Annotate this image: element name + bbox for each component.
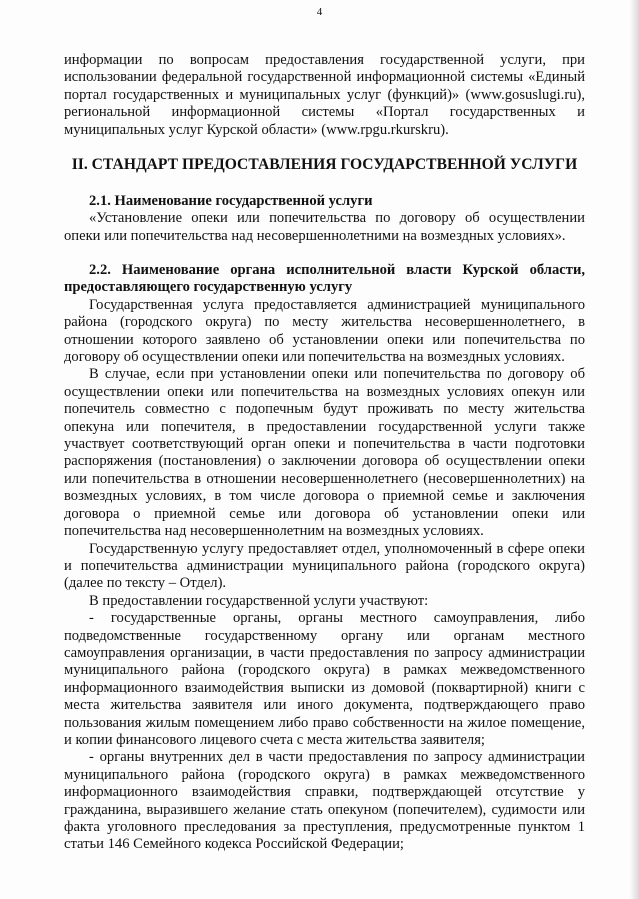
intro-paragraph: информации по вопросам предоставления государственной услуги, при использовании федеральной государственной информационной системы «Единый портал государственных и муниципальных услуг (функций)» (www.gosuslugi.ru), региональной информационной системы «Портал государственных и муниципальных услуг Курской области» (www.rpgu.rkurskru). [64,52,585,138]
subsection-2-2-paragraph: Государственную услугу предоставляет отдел, уполномоченный в сфере опеки и попечительства администрации муниципального района (городского округа) (далее по тексту – Отдел). [64,540,585,592]
subsection-2-2-list-item: - государственные органы, органы местного самоуправления, либо подведомственные государственному органу или органам местного самоуправления организации, в части предоставления по запросу администрации муниципального района (городского округа) в рамках межведомственного информационного взаимодействия выписки из домовой (поквартирной) книги с места жительства заявителя или иного документа, подтверждающего право пользования жилым помещением либо право собственности на жилое помещение, и копии финансового лицевого счета с места жительства заявителя; [64,610,585,748]
subsection-2-1-text: «Установление опеки или попечительства по договору об осуществлении опеки или попечительства над несовершеннолетними на возмездных условиях». [64,210,585,244]
subsection-2-2-paragraph: Государственная услуга предоставляется администрацией муниципального района (городского округа) по месту жительства несовершеннолетнего, в отношении которого заявлено об установлении опеки или попечительства по договору об осуществлении опеки или попечительства на возмездных условиях. [64,296,585,366]
subsection-2-2-paragraph: В случае, если при установлении опеки или попечительства по договору об осуществлении опеки или попечительства на возмездных условиях опекун или попечитель совместно с подопечным будут проживать по месту жительства опекуна или попечителя, в предоставлении государственной услуги также участвует соответствующий орган опеки и попечительства в части подготовки распоряжения (постановления) о заключении договора об осуществлении опеки или попечительства в отношении несовершеннолетнего (несовершеннолетних) на возмездных условиях, в том числе договора о приемной семье и заключения договора о приемной семье или договора об установлении опеки или попечительства над несовершеннолетним на возмездных условиях. [64,366,585,540]
page-number: 4 [316,6,323,18]
subsection-2-2-list-item: - органы внутренних дел в части предоставления по запросу администрации муниципального района (городского округа) в рамках межведомственного информационного взаимодействия справки, подтверждающей отсутствие у гражданина, выразившего желание стать опекуном (попечителем), судимости или факта уголовного преследования за преступления, предусмотренные пунктом 1 статьи 146 Семейного кодекса Российской Федерации; [64,749,585,853]
subsection-2-1-heading: 2.1. Наименование государственной услуги [89,193,373,209]
scan-shadow-edge [629,0,639,899]
subsection-2-2-paragraph: В предоставлении государственной услуги участвуют: [89,592,429,609]
subsection-2-1 [64,193,585,245]
intro-paragraph-block [64,52,585,139]
subsection-2-2-heading: 2.2. Наименование органа исполнительной власти Курской области, предоставляющего государственную услугу [64,262,585,296]
section-title: II. СТАНДАРТ ПРЕДОСТАВЛЕНИЯ ГОСУДАРСТВЕННОЙ УСЛУГИ [71,156,578,173]
subsection-2-2 [64,262,585,854]
